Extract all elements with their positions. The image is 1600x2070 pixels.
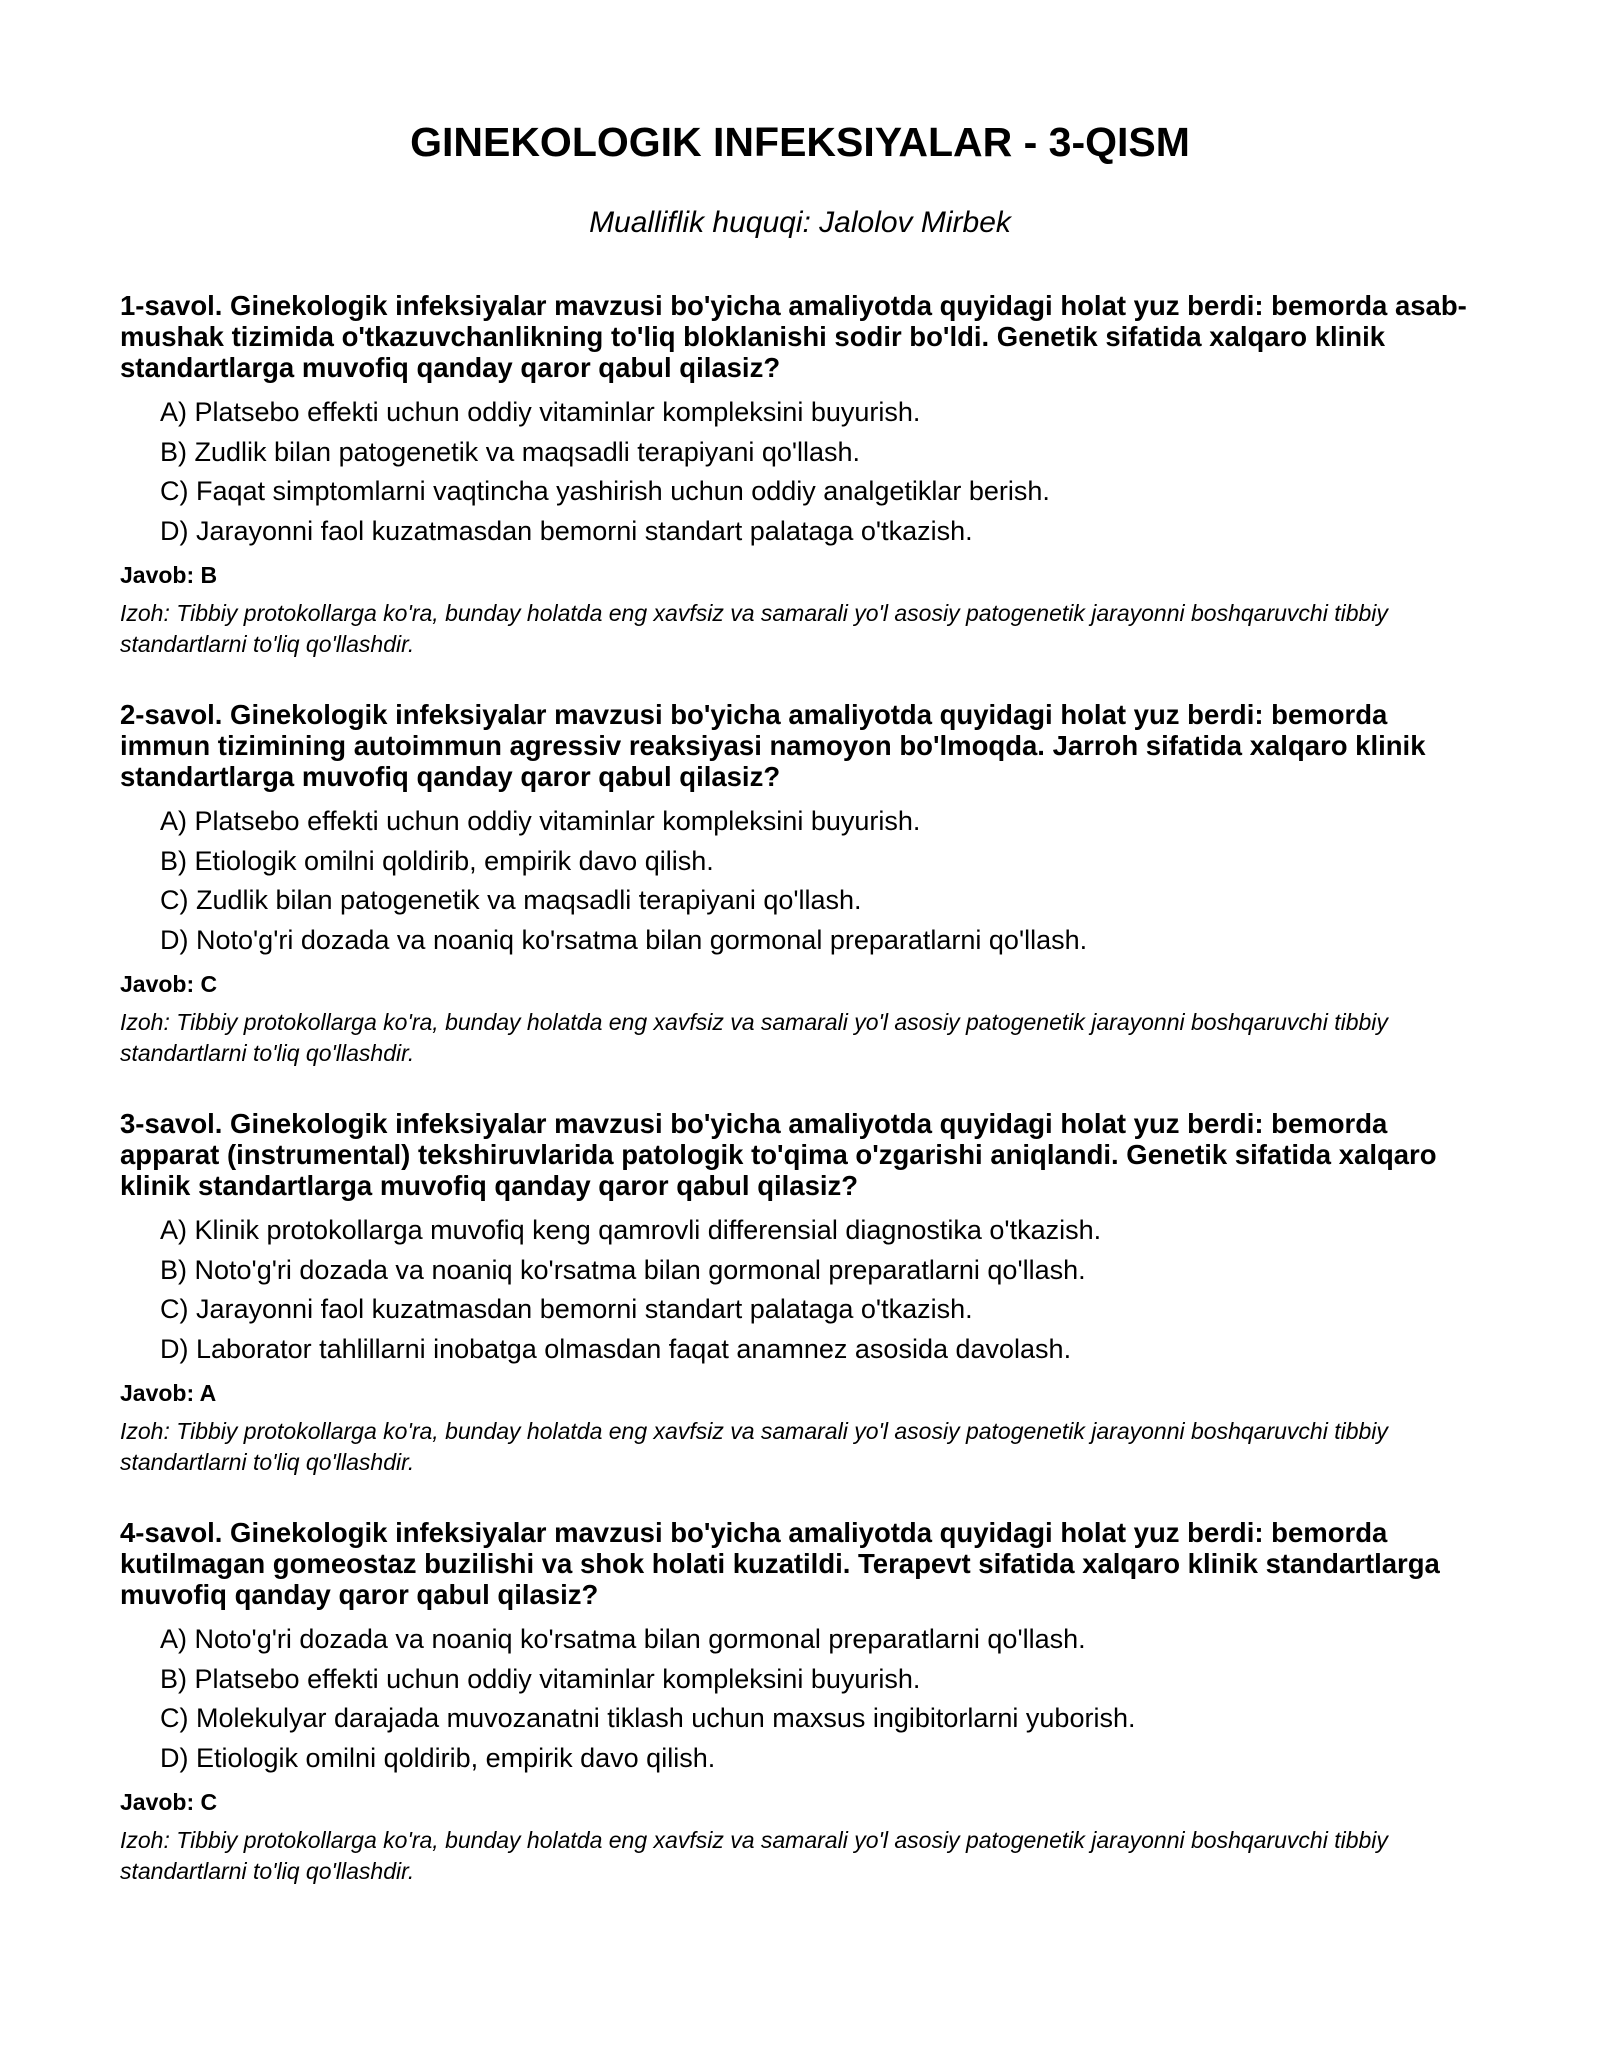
- answer-options: [120, 1620, 1480, 1778]
- question-block-2: [120, 699, 1480, 1069]
- answer-label: Javob: C: [120, 1789, 218, 1815]
- option-c: C) Jarayonni faol kuzatmasdan bemorni standart palataga o'tkazish.: [160, 1294, 973, 1324]
- page-subtitle: Mualliflik huquqi: Jalolov Mirbek: [589, 206, 1011, 239]
- option-c: C) Zudlik bilan patogenetik va maqsadli terapiyani qo'llash.: [160, 885, 862, 915]
- option-b: B) Platsebo effekti uchun oddiy vitaminlar kompleksini buyurish.: [160, 1663, 921, 1694]
- option-c: C) Faqat simptomlarni vaqtincha yashirish uchun oddiy analgetiklar berish.: [160, 476, 1050, 506]
- answer-label: Javob: C: [120, 971, 218, 997]
- question-block-3: [120, 1108, 1480, 1478]
- option-a: A) Platsebo effekti uchun oddiy vitaminlar kompleksini buyurish.: [160, 397, 921, 427]
- page-title: GINEKOLOGIK INFEKSIYALAR - 3-QISM: [410, 119, 1190, 165]
- explanation-note: Izoh: Tibbiy protokollarga ko'ra, bunday holatda eng xavfsiz va samarali yo'l asosiy patogenetik jarayonni boshqaruvchi tibbiy standartlarni to'liq qo'llashdir.: [120, 1418, 1388, 1475]
- question-block-1: [120, 290, 1480, 660]
- answer-label: Javob: B: [120, 562, 218, 588]
- option-d: D) Etiologik omilni qoldirib, empirik davo qilish.: [160, 1742, 716, 1773]
- explanation-note: Izoh: Tibbiy protokollarga ko'ra, bunday holatda eng xavfsiz va samarali yo'l asosiy patogenetik jarayonni boshqaruvchi tibbiy standartlarni to'liq qo'llashdir.: [120, 1827, 1388, 1884]
- option-d: D) Noto'g'ri dozada va noaniq ko'rsatma bilan gormonal preparatlarni qo'llash.: [160, 924, 1088, 955]
- question-text: 1-savol. Ginekologik infeksiyalar mavzusi bo'yicha amaliyotda quyidagi holat yuz berdi: bemorda asab-mushak tizimida o'tkazuvchanlikning to'liq bloklanishi sodir bo'ldi. Genetik sifatida xalqaro klinik standartlarga muvofiq qanday qaror qabul qilasiz?: [120, 290, 1467, 383]
- option-b: B) Zudlik bilan patogenetik va maqsadli terapiyani qo'llash.: [160, 436, 861, 467]
- option-d: D) Jarayonni faol kuzatmasdan bemorni standart palataga o'tkazish.: [160, 515, 973, 546]
- question-text: 2-savol. Ginekologik infeksiyalar mavzusi bo'yicha amaliyotda quyidagi holat yuz berdi: bemorda immun tizimining autoimmun agressiv reaksiyasi namoyon bo'lmoqda. Jarroh sifatida xalqaro klinik standartlarga muvofiq qanday qaror qabul qilasiz?: [120, 699, 1426, 792]
- answer-options: [120, 802, 1480, 960]
- question-text: 4-savol. Ginekologik infeksiyalar mavzusi bo'yicha amaliyotda quyidagi holat yuz berdi: bemorda kutilmagan gomeostaz buzilishi va shok holati kuzatildi. Terapevt sifatida xalqaro klinik standartlarga muvofiq qanday qaror qabul qilasiz?: [120, 1517, 1440, 1610]
- option-b: B) Etiologik omilni qoldirib, empirik davo qilish.: [160, 845, 714, 876]
- explanation-note: Izoh: Tibbiy protokollarga ko'ra, bunday holatda eng xavfsiz va samarali yo'l asosiy patogenetik jarayonni boshqaruvchi tibbiy standartlarni to'liq qo'llashdir.: [120, 1009, 1388, 1066]
- answer-options: [120, 1211, 1480, 1369]
- answer-options: [120, 393, 1480, 551]
- option-a: A) Platsebo effekti uchun oddiy vitaminlar kompleksini buyurish.: [160, 806, 921, 836]
- option-b: B) Noto'g'ri dozada va noaniq ko'rsatma bilan gormonal preparatlarni qo'llash.: [160, 1254, 1086, 1285]
- answer-label: Javob: A: [120, 1380, 217, 1406]
- question-text: 3-savol. Ginekologik infeksiyalar mavzusi bo'yicha amaliyotda quyidagi holat yuz berdi: bemorda apparat (instrumental) tekshiruvlarida patologik to'qima o'zgarishi aniqlandi. Genetik sifatida xalqaro klinik standartlarga muvofiq qanday qaror qabul qilasiz?: [120, 1108, 1437, 1201]
- option-a: A) Noto'g'ri dozada va noaniq ko'rsatma bilan gormonal preparatlarni qo'llash.: [160, 1624, 1086, 1654]
- question-block-4: [120, 1517, 1480, 1887]
- option-a: A) Klinik protokollarga muvofiq keng qamrovli differensial diagnostika o'tkazish.: [160, 1215, 1102, 1245]
- option-c: C) Molekulyar darajada muvozanatni tiklash uchun maxsus ingibitorlarni yuborish.: [160, 1703, 1136, 1733]
- option-d: D) Laborator tahlillarni inobatga olmasdan faqat anamnez asosida davolash.: [160, 1333, 1072, 1364]
- explanation-note: Izoh: Tibbiy protokollarga ko'ra, bunday holatda eng xavfsiz va samarali yo'l asosiy patogenetik jarayonni boshqaruvchi tibbiy standartlarni to'liq qo'llashdir.: [120, 600, 1388, 657]
